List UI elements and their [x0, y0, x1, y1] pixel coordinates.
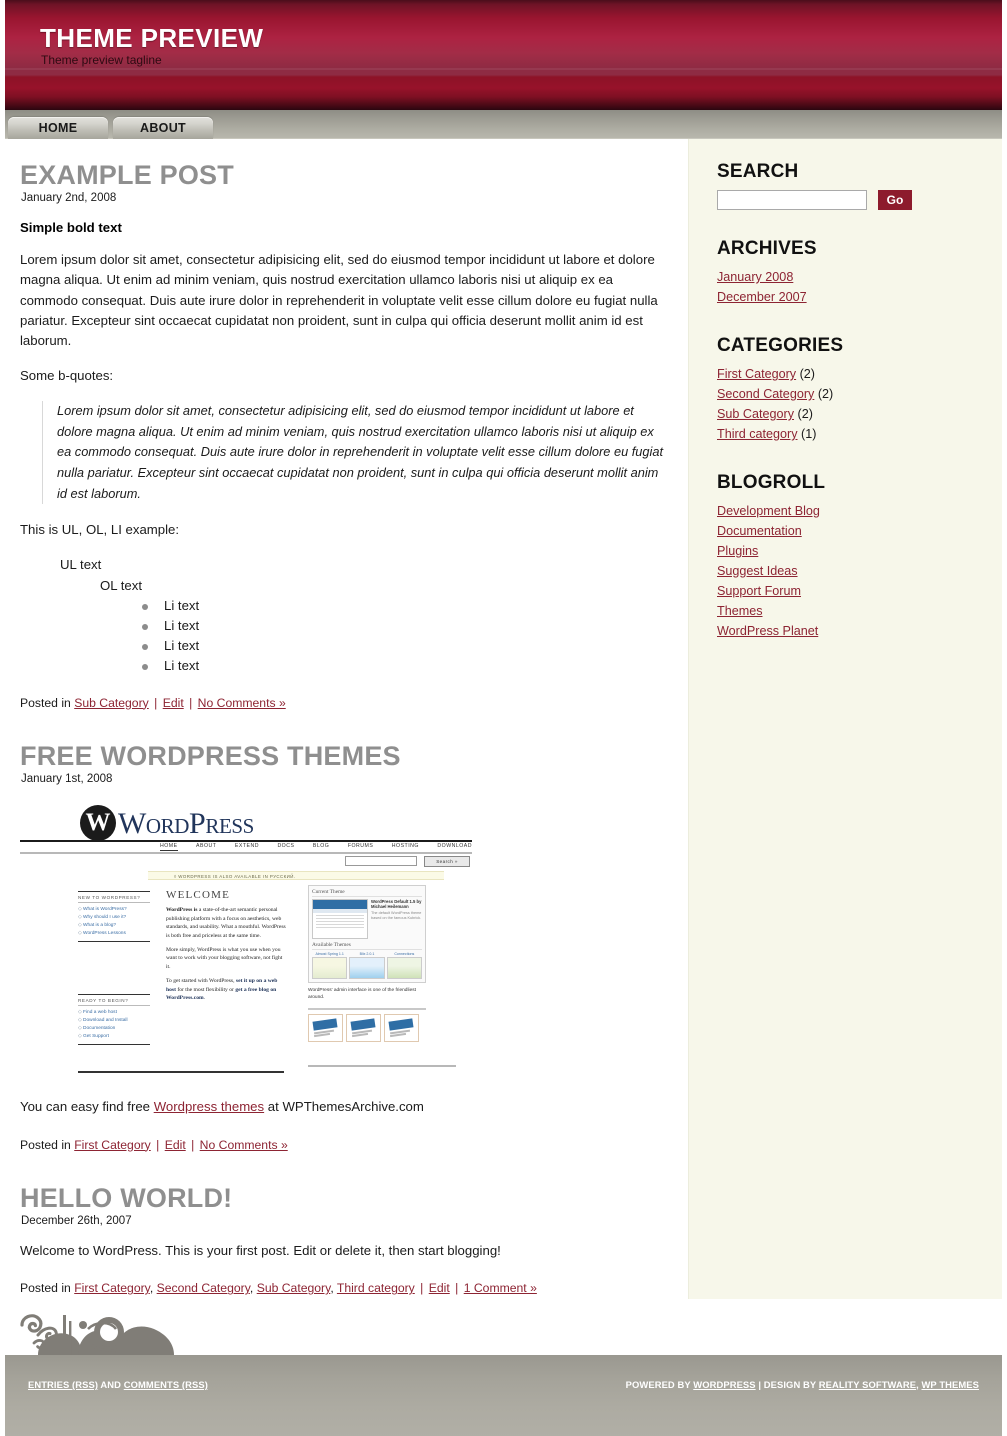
post-free-wordpress-themes: [0, 742, 688, 1154]
comments-rss-link[interactable]: COMMENTS (RSS): [123, 1379, 208, 1390]
blogroll-list: [717, 501, 989, 641]
list-item[interactable]: [717, 364, 989, 384]
list-item: ◇ Download and Install: [78, 1017, 150, 1025]
site-tagline: Theme preview tagline: [41, 53, 162, 67]
post-category-link[interactable]: Third category: [336, 1281, 415, 1296]
search-form: [717, 190, 989, 210]
list-item[interactable]: [717, 404, 989, 424]
wordpress-themes-link[interactable]: Wordpress themes: [153, 1099, 265, 1115]
post-edit-link[interactable]: Edit: [164, 1137, 186, 1152]
post-category-link[interactable]: First Category: [74, 1281, 150, 1296]
blogroll-link[interactable]: Support Forum: [717, 584, 801, 598]
wp-logo-row: [20, 803, 472, 843]
footer-divider: |: [755, 1379, 764, 1390]
post-hello-world: [0, 1184, 688, 1298]
meta-separator: |: [191, 1137, 195, 1152]
page-left-edge: [0, 0, 5, 1436]
blogroll-link[interactable]: Development Blog: [717, 504, 820, 518]
page-right-edge: [1002, 0, 1007, 1436]
post-date: January 2nd, 2008: [21, 192, 117, 205]
floral-ornament-icon: [8, 1299, 198, 1355]
wordpress-wordmark: WordPress: [118, 807, 254, 841]
closing-before: You can easy find free: [20, 1099, 154, 1115]
blockquote-intro: Some b-quotes:: [20, 367, 114, 383]
wp-theme-row: [312, 899, 422, 939]
wp-nav-item: EXTEND: [234, 843, 259, 850]
post-meta: [20, 694, 670, 713]
post-comments-link[interactable]: No Comments »: [199, 1137, 288, 1152]
post-edit-link[interactable]: Edit: [428, 1281, 450, 1296]
wp-host-link: set it up on a web host: [166, 978, 278, 993]
archives-list: [717, 267, 989, 307]
site-header: [0, 0, 1007, 110]
categories-list: [717, 364, 989, 444]
posted-in-label: Posted in: [20, 695, 71, 710]
list-item[interactable]: [717, 287, 989, 307]
wp-welcome-rest: a state-of-the-art semantic personal publishing platform with a focus on aesthetics, web standards, and usability. What a mouthful. WordPress is both free and priceless at the same time.: [166, 907, 286, 939]
category-link[interactable]: Second Category: [717, 387, 815, 401]
content-column: [0, 139, 688, 1299]
list-item[interactable]: [717, 561, 989, 581]
wp-available-swatch: [349, 957, 384, 979]
list-item: ◇ WordPress Lessons: [78, 930, 150, 938]
wp-welcome-lead: WordPress is: [166, 907, 198, 914]
blockquote-text: Lorem ipsum dolor sit amet, consectetur adipisicing elit, sed do eiusmod tempor incididunt ut labore et dolore magna aliqua. Ut enim ad minim veniam, quis nostrud exercitation ullamco laboris nisi ut aliquip ex ea commodo consequat. Duis aute irure dolor in reprehenderit in voluptate velit esse cillum dolore eu fugiat nulla pariatur. Excepteur sint occaecat cupidatat non proident, sunt in culpa qui officia deserunt mollit anim id est laborum.: [57, 402, 664, 501]
category-link[interactable]: First Category: [717, 367, 797, 381]
blogroll-link[interactable]: Themes: [717, 604, 763, 618]
entries-rss-link[interactable]: ENTRIES (RSS): [28, 1379, 99, 1390]
closing-after: at WPThemesArchive.com: [264, 1099, 424, 1115]
post-body: [20, 1097, 670, 1154]
wp-theme-thumbnail: [312, 899, 368, 939]
wp-available-swatch: [312, 957, 347, 979]
list-item[interactable]: [717, 501, 989, 521]
footer-rss-links: [28, 1379, 208, 1390]
wp-available-name: Almost Spring 1.1: [315, 952, 344, 957]
list-item: ◇ What is WordPress?: [78, 906, 150, 914]
wp-nav-item: HOME: [160, 843, 178, 850]
wp-welcome-paragraph-3: [166, 977, 288, 1002]
blogroll-link[interactable]: Plugins: [717, 544, 759, 558]
powered-by-label: POWERED BY: [625, 1379, 694, 1390]
list-item: Li text: [142, 616, 670, 636]
list-item: Li text: [142, 636, 670, 656]
nav-link-home[interactable]: HOME: [8, 117, 108, 139]
wp-freeblog-link: get a free blog on WordPress.com: [166, 986, 277, 1002]
footer-comma: ,: [916, 1379, 922, 1390]
ul-text: UL text: [60, 557, 102, 573]
post-spacer: [0, 1154, 688, 1184]
list-item: ◇ Documentation: [78, 1025, 150, 1033]
wp-welcome-column: [166, 889, 288, 1008]
wordpress-link[interactable]: WORDPRESS: [693, 1379, 756, 1390]
primary-navigation: [0, 110, 1007, 139]
meta-separator: |: [455, 1281, 459, 1296]
wp-p3-a: To get started with WordPress,: [166, 978, 236, 985]
category-count: (2): [817, 387, 834, 401]
nav-item-about[interactable]: [113, 117, 213, 139]
sidebar-heading-search: SEARCH: [717, 161, 799, 182]
wp-theme-name: WordPress Default 1.5 by Michael Heilemann: [371, 899, 422, 910]
sidebar-search-section: [689, 161, 1007, 210]
wp-nav-item: FORUMS: [347, 843, 374, 850]
demo-inner-list: [100, 596, 670, 676]
search-input[interactable]: [717, 190, 867, 210]
wp-theme-description: [371, 899, 422, 939]
footer-credits: [626, 1379, 979, 1390]
reality-software-link[interactable]: REALITY SOFTWARE: [818, 1379, 917, 1390]
wp-available-row: [312, 952, 422, 979]
post-body: [20, 218, 670, 712]
wp-available-theme: [349, 952, 384, 979]
wp-bottom-rule: [308, 1065, 456, 1067]
wp-nav-item: DOWNLOAD: [437, 843, 472, 850]
demo-unordered-list: [20, 555, 670, 675]
archive-link[interactable]: January 2008: [717, 270, 794, 284]
list-item[interactable]: [717, 621, 989, 641]
post-edit-link[interactable]: Edit: [162, 695, 184, 710]
post-example-post: [0, 161, 688, 712]
post-comments-link[interactable]: 1 Comment »: [463, 1281, 537, 1296]
wp-nav-item: HOSTING: [391, 843, 419, 850]
post-date: December 26th, 2007: [21, 1215, 132, 1228]
nav-list: [0, 110, 1007, 139]
post-bold-lead: Simple bold text: [20, 220, 122, 236]
list-intro: This is UL, OL, LI example:: [20, 522, 180, 538]
blogroll-link[interactable]: Documentation: [717, 524, 802, 538]
wp-left-block-2: [78, 994, 150, 1045]
sidebar-heading-archives: ARCHIVES: [717, 238, 817, 259]
sidebar: [688, 139, 1007, 1299]
meta-comma: ,: [149, 1281, 154, 1296]
list-item: ◇ Why should I use it?: [78, 914, 150, 922]
sidebar-categories-section: [689, 335, 1007, 444]
post-title: HELLO WORLD!: [20, 1183, 233, 1214]
sidebar-heading-categories: CATEGORIES: [717, 335, 844, 356]
post-date: January 1st, 2008: [21, 773, 113, 786]
wp-available-swatch: [387, 957, 422, 979]
sidebar-heading-blogroll: BLOGROLL: [717, 472, 826, 493]
wp-p3-b: for the most flexibility or: [175, 986, 236, 993]
wp-admin-caption: WordPress' admin interface is one of the friendliest around.: [308, 988, 417, 1001]
post-closing-line: [20, 1097, 670, 1117]
wp-welcome-paragraph-1: [166, 906, 288, 940]
post-spacer: [0, 712, 688, 742]
list-item[interactable]: [717, 581, 989, 601]
wp-right-column: [308, 885, 426, 1042]
wp-left-list: [78, 1006, 150, 1045]
list-item[interactable]: [717, 541, 989, 561]
post-title: EXAMPLE POST: [20, 160, 234, 190]
wp-left-heading: READY TO BEGIN?: [78, 994, 150, 1006]
post-body: [20, 1241, 670, 1298]
wp-search-input: [345, 856, 417, 866]
wordpress-homepage-screenshot: [20, 803, 472, 1083]
wp-left-list: [78, 903, 150, 942]
archive-link[interactable]: December 2007: [717, 290, 807, 304]
category-count: (1): [801, 427, 817, 441]
wordpress-logo-icon: W: [80, 805, 116, 841]
post-meta: [20, 1136, 670, 1155]
sidebar-archives-section: [689, 238, 1007, 307]
post-category-link[interactable]: Second Category: [156, 1281, 250, 1296]
wp-available-theme: [387, 952, 422, 979]
wp-available-name: Blix 2.0.1: [359, 952, 375, 957]
blogroll-link[interactable]: WordPress Planet: [717, 624, 819, 638]
meta-separator: |: [154, 695, 158, 710]
wp-header-rule: [20, 840, 472, 842]
wp-russian-notice: ◊ WORDPRESS IS ALSO AVAILABLE IN РУССКИЙ.: [148, 871, 444, 880]
wp-nav-item: DOCS: [277, 843, 295, 850]
wp-card: [308, 1014, 343, 1042]
post-meta: [20, 1279, 670, 1298]
meta-comma: ,: [330, 1281, 334, 1296]
category-count: (2): [797, 407, 813, 421]
site-title: THEME PREVIEW: [40, 23, 264, 53]
wp-available-name: Connections: [394, 952, 415, 957]
floral-ornament: [0, 1299, 1007, 1355]
wp-panel-title: Current Theme: [312, 889, 422, 897]
list-item[interactable]: [717, 424, 989, 444]
sidebar-blogroll-section: [689, 472, 1007, 641]
post-title: FREE WORDPRESS THEMES: [20, 741, 401, 772]
list-item[interactable]: [717, 267, 989, 287]
wp-nav-item: BLOG: [312, 843, 330, 850]
meta-comma: ,: [249, 1281, 254, 1296]
wp-card: [346, 1014, 381, 1042]
list-item: ◇ Find a web host: [78, 1009, 150, 1017]
list-item: Li text: [142, 656, 670, 676]
demo-ordered-list: [60, 576, 670, 676]
wp-available-themes: [312, 942, 422, 979]
wp-divider: [308, 1008, 426, 1010]
design-by-label: DESIGN BY: [763, 1379, 819, 1390]
list-item: ◇ Get Support: [78, 1033, 150, 1041]
post-category-link[interactable]: Sub Category: [256, 1281, 331, 1296]
post-blockquote: [42, 401, 670, 505]
wp-nav: [160, 843, 472, 851]
nav-link-about[interactable]: ABOUT: [113, 117, 213, 139]
site-footer: [0, 1355, 1007, 1436]
list-item[interactable]: [717, 384, 989, 404]
wp-card: [384, 1014, 419, 1042]
list-item: [100, 576, 670, 676]
post-category-link[interactable]: First Category: [74, 1137, 151, 1152]
post-comments-link[interactable]: No Comments »: [197, 695, 286, 710]
blogroll-link[interactable]: Suggest Ideas: [717, 564, 798, 578]
search-submit-button[interactable]: Go: [878, 190, 912, 210]
wp-card-gallery: [308, 1014, 426, 1042]
meta-separator: |: [420, 1281, 424, 1296]
category-link[interactable]: Third category: [717, 427, 798, 441]
footer-and: AND: [98, 1379, 124, 1390]
wp-available-theme: [312, 952, 347, 979]
ol-text: OL text: [100, 577, 143, 593]
nav-item-home[interactable]: [8, 117, 108, 139]
category-count: (2): [799, 367, 815, 381]
posted-in-label: Posted in: [20, 1137, 71, 1152]
meta-separator: |: [189, 695, 193, 710]
post-paragraph: Welcome to WordPress. This is your first post. Edit or delete it, then start blogging!: [20, 1243, 501, 1259]
wp-left-column: [78, 891, 150, 1045]
wp-nav-item: ABOUT: [196, 843, 217, 850]
wp-themes-link[interactable]: WP THEMES: [921, 1379, 979, 1390]
post-category-link[interactable]: Sub Category: [74, 695, 149, 710]
wp-welcome-paragraph-2: More simply, WordPress is what you use when you want to work with your blogging software, not fight it.: [166, 947, 283, 970]
wp-panel-title: Available Themes: [312, 942, 422, 950]
post-paragraph: Lorem ipsum dolor sit amet, consectetur adipisicing elit, sed do eiusmod tempor incididunt ut labore et dolore magna aliqua. Ut enim ad minim veniam, quis nostrud exercitation ullamco laboris nisi ut aliquip ex ea commodo consequat. Duis aute irure dolor in reprehenderit in voluptate velit esse cillum dolore eu fugiat nulla pariatur. Excepteur sint occaecat cupidatat non proident, sunt in culpa qui officia deserunt mollit anim id est laborum.: [20, 252, 658, 348]
wp-theme-desc-text: The default WordPress theme based on the famous Kubrick.: [371, 911, 422, 921]
list-item[interactable]: [717, 521, 989, 541]
list-item[interactable]: [717, 601, 989, 621]
wp-search-button: Search »: [424, 856, 470, 867]
wp-welcome-heading: WELCOME: [166, 889, 231, 902]
meta-separator: |: [156, 1137, 160, 1152]
wp-nav-rule: [20, 852, 472, 854]
posted-in-label: Posted in: [20, 1281, 71, 1296]
main-region: [0, 139, 1007, 1299]
list-item: Li text: [142, 596, 670, 616]
wp-left-heading: NEW TO WORDPRESS?: [78, 891, 150, 903]
wp-p3-c: .: [203, 995, 206, 1002]
wp-current-theme-panel: [308, 885, 426, 983]
category-link[interactable]: Sub Category: [717, 407, 795, 421]
wp-left-bottom-rule: [78, 1071, 284, 1073]
list-item: ◇ What is a blog?: [78, 922, 150, 930]
list-item: [60, 555, 670, 675]
